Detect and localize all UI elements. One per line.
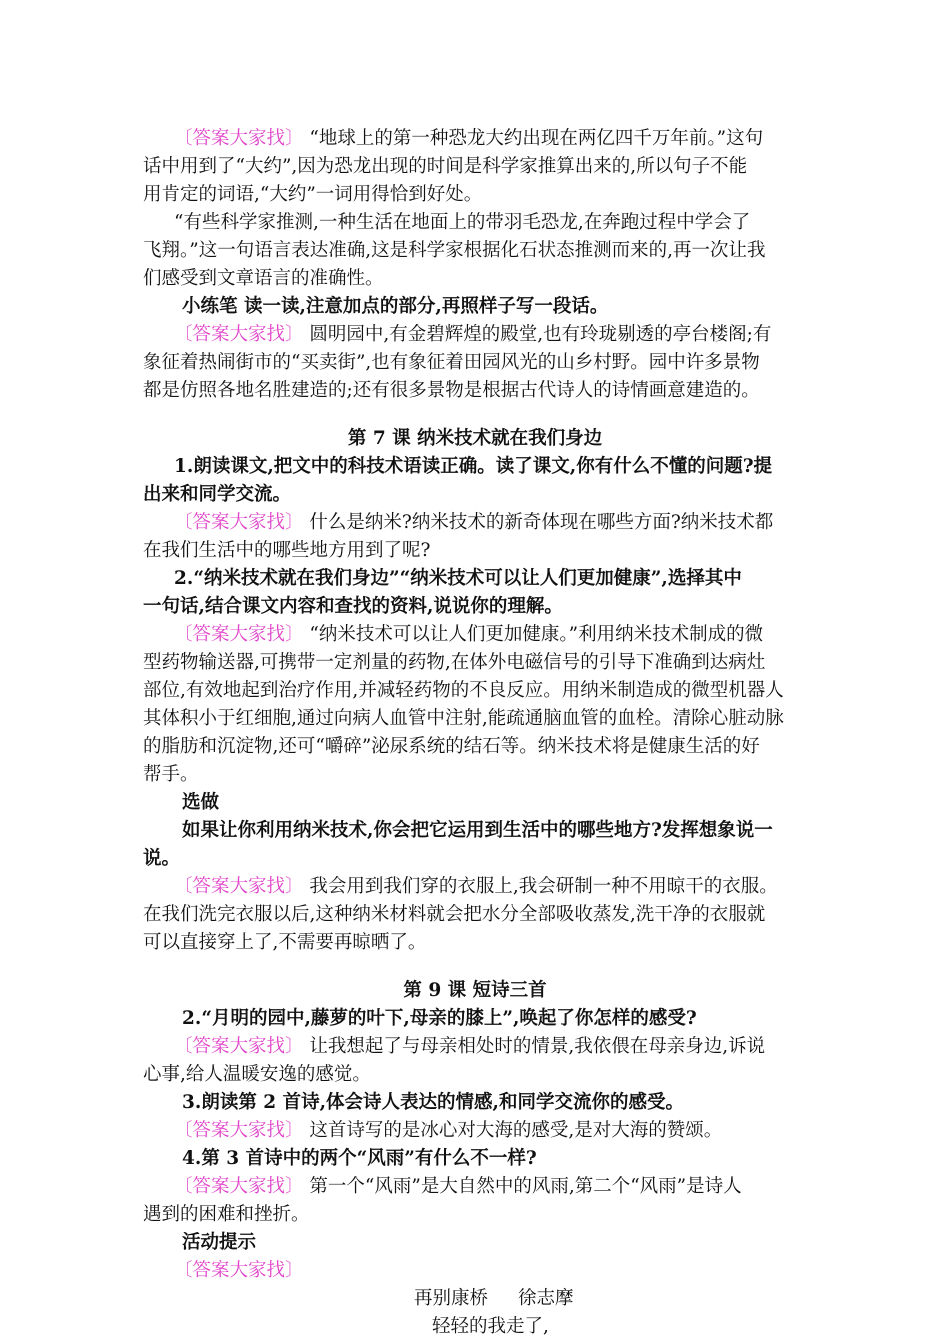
text-line: 话中用到了“大约”,因为恐龙出现的时间是科学家推算出来的,所以句子不能: [143, 156, 748, 177]
text-line: 帮手。: [143, 764, 199, 785]
answer-tag: 〔答案大家找〕: [174, 624, 304, 645]
poem-title: 再别康桥 徐志摩: [414, 1288, 574, 1309]
text-line: 都是仿照各地名胜建造的;还有很多景物是根据古代诗人的诗情画意建造的。: [143, 380, 760, 401]
answer-tag: 〔答案大家找〕: [174, 128, 304, 149]
text-line: 飞翔。”这一句语言表达准确,这是科学家根据化石状态推测而来的,再一次让我: [143, 240, 766, 261]
optional-heading: 选做: [182, 792, 220, 813]
answer-paragraph: 〔答案大家找〕 第一个“风雨”是大自然中的风雨,第二个“风雨”是诗人: [174, 1176, 742, 1197]
answer-tag: 〔答案大家找〕: [174, 1260, 304, 1281]
activity-heading: 活动提示: [182, 1232, 257, 1253]
poem-author: 徐志摩: [518, 1288, 574, 1309]
text-line: 们感受到文章语言的准确性。: [143, 268, 384, 289]
answer-tag: 〔答案大家找〕: [174, 1036, 304, 1057]
answer-paragraph: 〔答案大家找〕 这首诗写的是冰心对大海的感受,是对大海的赞颂。: [174, 1120, 723, 1141]
answer-paragraph: 〔答案大家找〕 “纳米技术可以让人们更加健康。”利用纳米技术制成的微: [174, 624, 764, 645]
answer-paragraph: 〔答案大家找〕 “地球上的第一种恐龙大约出现在两亿四千万年前。”这句: [174, 128, 764, 149]
text-line: 在我们生活中的哪些地方用到了呢?: [143, 540, 431, 561]
answer-tag: 〔答案大家找〕: [174, 1176, 304, 1197]
question: 1.朗读课文,把文中的科技术语读正确。读了课文,你有什么不懂的问题?提: [174, 456, 773, 477]
answer-paragraph: 〔答案大家找〕 什么是纳米?纳米技术的新奇体现在哪些方面?纳米技术都: [174, 512, 774, 533]
text-line: 其体积小于红细胞,通过向病人血管中注射,能疏通脑血管的血栓。清除心脏动脉: [143, 708, 784, 729]
text-line: 在我们洗完衣服以后,这种纳米材料就会把水分全部吸收蒸发,洗干净的衣服就: [143, 904, 766, 925]
text-line: 可以直接穿上了,不需要再晾晒了。: [143, 932, 427, 953]
question: 如果让你利用纳米技术,你会把它运用到生活中的哪些地方?发挥想象说一: [182, 820, 773, 841]
answer-tag: 〔答案大家找〕: [174, 324, 304, 345]
answer-tag: 〔答案大家找〕: [174, 876, 304, 897]
question: 2.“纳米技术就在我们身边”“纳米技术可以让人们更加健康”,选择其中: [174, 568, 742, 589]
text-line: 型药物输送器,可携带一定剂量的药物,在体外电磁信号的引导下准确到达病灶: [143, 652, 766, 673]
practice-heading: 小练笔 读一读,注意加点的部分,再照样子写一段话。: [182, 296, 609, 317]
question: 一句话,结合课文内容和查找的资料,说说你的理解。: [143, 596, 563, 617]
answer-paragraph: 〔答案大家找〕 我会用到我们穿的衣服上,我会研制一种不用晾干的衣服。: [174, 876, 778, 897]
answer-paragraph: 〔答案大家找〕 让我想起了与母亲相处时的情景,我依偎在母亲身边,诉说: [174, 1036, 766, 1057]
answer-tag: 〔答案大家找〕: [174, 1120, 304, 1141]
text-line: 心事,给人温暖安逸的感觉。: [143, 1064, 371, 1085]
lesson-7-title: 第 7 课 纳米技术就在我们身边: [347, 428, 603, 449]
poem-line: 轻轻的我走了,: [432, 1316, 549, 1337]
question: 出来和同学交流。: [143, 484, 292, 505]
text-line: 用肯定的词语,“大约”一词用得恰到好处。: [143, 184, 483, 205]
question: 2.“月明的园中,藤萝的叶下,母亲的膝上”,唤起了你怎样的感受?: [182, 1008, 697, 1029]
question: 3.朗读第 2 首诗,体会诗人表达的情感,和同学交流你的感受。: [182, 1092, 684, 1113]
text-line: 遇到的困难和挫折。: [143, 1204, 310, 1225]
text-line: “有些科学家推测,一种生活在地面上的带羽毛恐龙,在奔跑过程中学会了: [174, 212, 751, 233]
question: 说。: [143, 848, 181, 869]
text-line: 的脂肪和沉淀物,还可“嚼碎”泌尿系统的结石等。纳米技术将是健康生活的好: [143, 736, 760, 757]
lesson-9-title: 第 9 课 短诗三首: [403, 980, 547, 1001]
answer-tag: 〔答案大家找〕: [174, 512, 304, 533]
answer-paragraph: 〔答案大家找〕 圆明园中,有金碧辉煌的殿堂,也有玲珑剔透的亭台楼阁;有: [174, 324, 772, 345]
text-line: 象征着热闹街市的“买卖街”,也有象征着田园风光的山乡村野。园中许多景物: [143, 352, 760, 373]
question: 4.第 3 首诗中的两个“风雨”有什么不一样?: [182, 1148, 537, 1169]
text-line: 部位,有效地起到治疗作用,并减轻药物的不良反应。用纳米制造成的微型机器人: [143, 680, 784, 701]
